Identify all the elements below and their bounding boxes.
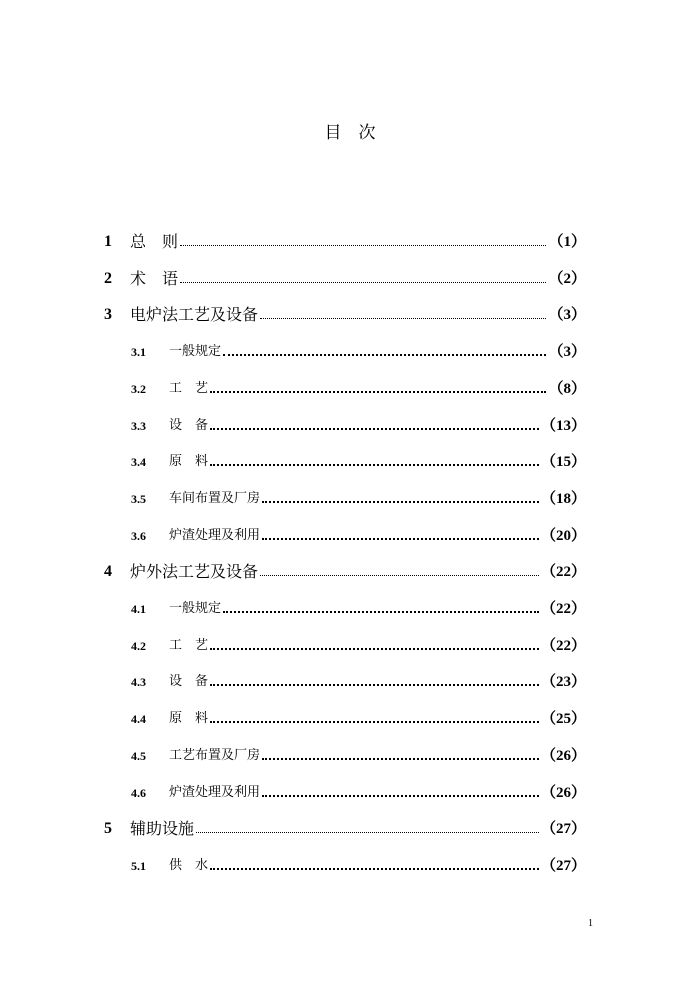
toc-entry-page: （8） <box>548 380 586 397</box>
toc-leader-dots <box>262 758 539 760</box>
toc-entry-page: （15） <box>540 454 586 471</box>
toc-entry[interactable] <box>0 743 700 769</box>
page-number: 1 <box>588 918 593 929</box>
toc-entry[interactable] <box>0 302 700 328</box>
toc-entry-number: 4.1 <box>131 602 146 616</box>
toc-entry-label: 炉渣处理及利用 <box>169 527 261 543</box>
toc-entry[interactable] <box>0 816 700 842</box>
toc-entry-label: 总 则 <box>130 232 179 251</box>
toc-entry-page: （22） <box>540 601 586 617</box>
toc-entry-label: 辅助设施 <box>130 819 195 839</box>
toc-leader-dots <box>260 575 539 576</box>
toc-entry[interactable] <box>0 706 700 732</box>
toc-entry-number: 3.2 <box>131 381 146 396</box>
toc-entry-page: （26） <box>540 747 586 764</box>
toc-entry-number: 4.6 <box>131 785 146 800</box>
toc-entry-number: 3 <box>104 306 112 324</box>
toc-entry-number: 3.1 <box>131 345 146 360</box>
toc-entry-label: 原 料 <box>169 711 209 727</box>
toc-entry-number: 4.2 <box>131 638 146 653</box>
toc-leader-dots <box>196 832 539 833</box>
toc-entry[interactable] <box>0 633 700 659</box>
toc-entry[interactable] <box>0 449 700 475</box>
toc-leader-dots <box>210 721 539 723</box>
toc-leader-dots <box>262 538 539 540</box>
toc-leader-dots <box>223 611 539 613</box>
toc-entry-page: （27） <box>540 821 586 838</box>
toc-entry-page: （2） <box>548 270 586 287</box>
toc-entry-label: 炉渣处理及利用 <box>169 784 261 800</box>
toc-entry-number: 3.4 <box>131 455 146 470</box>
toc-entry[interactable] <box>0 339 700 365</box>
toc-entry-label: 一般规定 <box>169 344 222 360</box>
toc-entry[interactable] <box>0 780 700 806</box>
toc-leader-dots <box>210 391 546 393</box>
toc-entry[interactable] <box>0 486 700 512</box>
toc-entry-page: （20） <box>540 527 586 544</box>
toc-entry[interactable] <box>0 596 700 622</box>
toc-entry-page: （18） <box>540 490 586 507</box>
toc-entry-page: （3） <box>548 307 586 324</box>
toc-entry-label: 设 备 <box>169 417 209 433</box>
toc-entry-label: 电炉法工艺及设备 <box>130 305 259 325</box>
toc-entry-number: 3.5 <box>131 491 146 506</box>
toc-entry-label: 炉外法工艺及设备 <box>130 562 259 582</box>
toc-entry-number: 4 <box>104 563 112 581</box>
toc-leader-dots <box>210 464 539 466</box>
toc-entry-page: （1） <box>548 234 586 250</box>
toc-entry-page: （25） <box>540 711 586 728</box>
toc-entry-label: 工 艺 <box>169 380 209 396</box>
toc-entry-number: 5.1 <box>131 858 146 873</box>
toc-entry-page: （26） <box>540 784 586 801</box>
toc-entry-page: （3） <box>548 344 586 361</box>
toc-entry-label: 原 料 <box>169 454 209 470</box>
toc-entry[interactable] <box>0 669 700 695</box>
toc-leader-dots <box>262 795 539 797</box>
toc-entry-page: （13） <box>540 417 586 434</box>
toc-entry-number: 4.4 <box>131 712 146 727</box>
toc-entry-page: （22） <box>540 637 586 654</box>
toc-leader-dots <box>180 245 546 246</box>
toc-entry-label: 工艺布置及厂房 <box>169 747 261 763</box>
toc-entry-page: （27） <box>540 857 586 874</box>
toc-entry[interactable] <box>0 523 700 549</box>
toc-entry-label: 一般规定 <box>169 601 222 616</box>
toc-entry[interactable] <box>0 229 700 255</box>
toc-entry-page: （22） <box>540 564 586 581</box>
toc-entry-label: 设 备 <box>169 674 209 690</box>
toc-leader-dots <box>180 282 546 283</box>
toc-leader-dots <box>210 868 539 870</box>
toc-entry-label: 术 语 <box>130 268 179 288</box>
toc-entry[interactable] <box>0 413 700 439</box>
toc-entry[interactable] <box>0 853 700 879</box>
toc-leader-dots <box>223 354 546 356</box>
toc-entry-number: 3.3 <box>131 418 146 433</box>
toc-entry-number: 4.3 <box>131 675 146 690</box>
toc-entry[interactable] <box>0 559 700 585</box>
toc-entry-number: 1 <box>104 233 112 250</box>
toc-entry[interactable] <box>0 266 700 292</box>
toc-leader-dots <box>210 648 539 650</box>
toc-leader-dots <box>260 318 546 319</box>
toc-entry-label: 工 艺 <box>169 637 209 653</box>
toc-entry-number: 4.5 <box>131 748 146 763</box>
toc-leader-dots <box>210 428 539 430</box>
toc-leader-dots <box>262 501 539 503</box>
toc-entry-number: 3.6 <box>131 528 146 543</box>
toc-entry-page: （23） <box>540 674 586 691</box>
toc-entry[interactable] <box>0 376 700 402</box>
toc-leader-dots <box>210 684 539 686</box>
toc-entry-label: 车间布置及厂房 <box>169 490 261 506</box>
toc-entry-number: 2 <box>104 269 112 287</box>
toc-entry-label: 供 水 <box>169 857 209 873</box>
toc-entry-number: 5 <box>104 820 112 838</box>
page-title: 目 次 <box>324 123 376 143</box>
